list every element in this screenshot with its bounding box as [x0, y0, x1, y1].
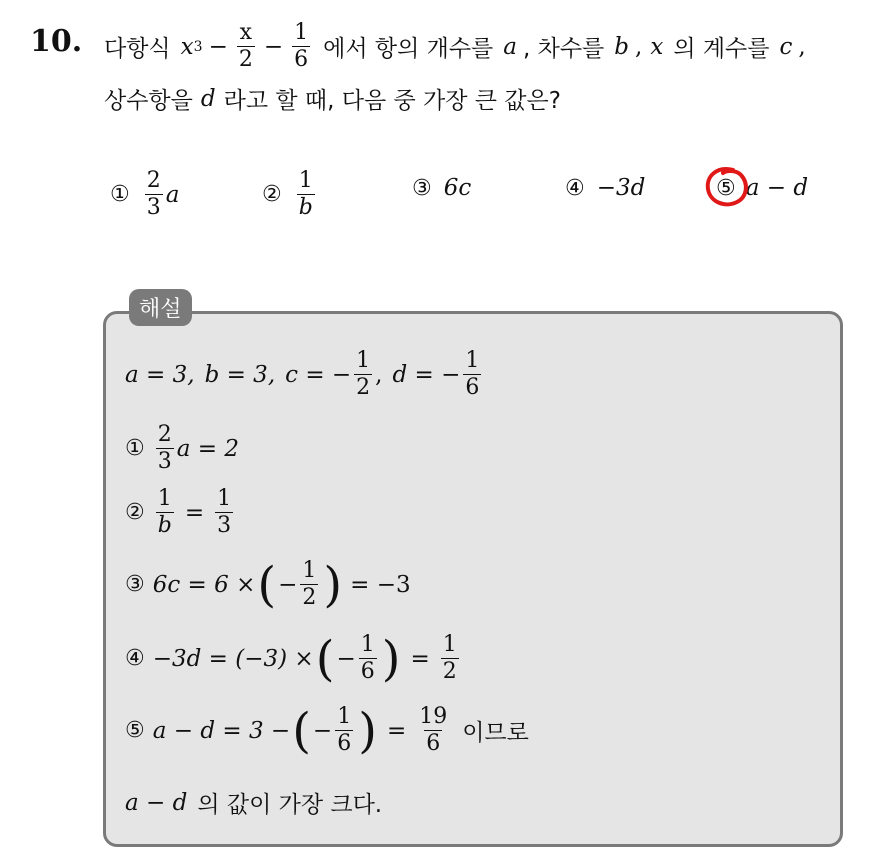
- sol-paren: ): [381, 630, 401, 687]
- answer-circle-mark: [703, 164, 751, 210]
- solution-line-6: [125, 702, 529, 759]
- sol-text: c = −: [285, 361, 352, 388]
- sol-frac: [300, 560, 318, 609]
- q-var: d: [200, 85, 216, 112]
- q-var: x: [180, 33, 194, 60]
- frac-den: 2: [442, 659, 457, 684]
- q-text: 상수항을: [104, 88, 193, 114]
- choice-4[interactable]: [565, 175, 645, 201]
- sol-paren: (: [292, 702, 311, 759]
- choice-mark: ①: [110, 182, 130, 207]
- choice-1[interactable]: [110, 170, 179, 219]
- q-frac-2: [292, 22, 310, 71]
- choice-frac: [145, 170, 163, 219]
- q-text: ,: [798, 33, 806, 60]
- question-line-2: [104, 82, 561, 115]
- sol-frac: [441, 634, 459, 683]
- q-var: b: [614, 33, 630, 60]
- q-text: 다항식: [104, 36, 171, 62]
- choice-expr: −3d: [596, 175, 646, 201]
- sol-frac: [359, 634, 377, 683]
- solution-line-2: [125, 424, 239, 473]
- choice-mark: ③: [412, 175, 432, 201]
- frac-den: 6: [465, 375, 480, 400]
- sol-frac: [215, 488, 233, 537]
- sol-text: 의 값이 가장 크다.: [197, 792, 383, 818]
- sol-frac: [417, 706, 449, 755]
- choice-2[interactable]: [262, 170, 318, 219]
- frac-num: 1: [217, 486, 232, 511]
- sol-frac: [463, 350, 481, 399]
- frac-num: 19: [419, 704, 448, 729]
- sol-mark: ②: [125, 500, 145, 525]
- frac-den: b: [157, 513, 172, 538]
- frac-den: b: [298, 195, 313, 220]
- sol-text: 6c = 6 ×: [152, 571, 256, 598]
- sol-paren: (: [257, 556, 277, 613]
- frac-num: 1: [298, 168, 313, 193]
- sol-frac: [156, 424, 174, 473]
- q-text: 에서 항의 개수를: [323, 36, 494, 62]
- frac-num: 1: [465, 348, 480, 373]
- solution-line-7: [125, 786, 382, 819]
- choice-mark: ④: [565, 175, 585, 201]
- frac-num: 1: [442, 632, 457, 657]
- sol-text: ,: [375, 361, 383, 388]
- frac-den: 3: [157, 449, 172, 474]
- sol-text: a − d = 3 −: [152, 717, 291, 744]
- q-frac-den: 2: [238, 47, 253, 72]
- frac-num: 1: [302, 558, 317, 583]
- frac-num: 1: [356, 348, 371, 373]
- sol-frac: [335, 706, 353, 755]
- q-exp: 3: [193, 38, 203, 55]
- choice-3[interactable]: [412, 175, 471, 201]
- q-var: x: [650, 33, 664, 60]
- q-op: −: [263, 33, 284, 60]
- sol-paren: ): [323, 556, 343, 613]
- frac-den: 3: [217, 513, 232, 538]
- frac-num: 1: [360, 632, 375, 657]
- question-number: 10.: [30, 24, 83, 59]
- sol-text: a − d: [125, 789, 188, 816]
- solution-line-3: [125, 488, 236, 537]
- sol-mark: ③: [125, 572, 145, 597]
- choice-expr: 6c: [443, 175, 472, 201]
- q-text: , 차수를: [523, 36, 605, 62]
- frac-num: 1: [337, 704, 352, 729]
- q-frac-1: [237, 22, 255, 71]
- sol-text: =: [410, 645, 430, 672]
- q-op: −: [208, 33, 228, 60]
- frac-den: 2: [356, 375, 371, 400]
- sol-paren: (: [315, 630, 335, 687]
- sol-mark: ①: [125, 436, 145, 461]
- q-text: 의 계수를: [673, 36, 770, 62]
- choice-var: a: [165, 181, 180, 208]
- choice-expr: a − d: [745, 175, 809, 201]
- solution-tag: 해설: [129, 289, 192, 326]
- frac-num: 2: [146, 168, 161, 193]
- q-var: c: [779, 33, 793, 60]
- choice-mark: ⑤: [716, 175, 736, 201]
- q-frac-den: 6: [294, 47, 309, 72]
- frac-den: 6: [426, 731, 441, 756]
- q-frac-num: x: [239, 20, 253, 45]
- sol-text: −: [278, 571, 298, 598]
- frac-den: 2: [302, 585, 317, 610]
- sol-text: =: [184, 499, 205, 526]
- sol-mark: ④: [125, 646, 145, 671]
- frac-den: 6: [337, 731, 352, 756]
- q-var: a: [503, 33, 517, 60]
- sol-text: −: [336, 645, 356, 672]
- sol-text: −: [312, 717, 333, 744]
- sol-text: 이므로: [462, 720, 529, 746]
- q-text: 라고 할 때, 다음 중 가장 큰 값은?: [223, 88, 561, 114]
- sol-mark: ⑤: [125, 718, 145, 743]
- sol-text: −3d = (−3) ×: [152, 645, 314, 672]
- sol-frac: [156, 488, 174, 537]
- sol-text: a = 2: [176, 435, 239, 462]
- solution-line-1: [125, 350, 484, 399]
- q-text: ,: [635, 33, 643, 60]
- question-line-1: [104, 22, 806, 71]
- solution-line-5: [125, 630, 462, 687]
- frac-num: 2: [157, 422, 172, 447]
- sol-text: = −3: [350, 571, 411, 598]
- sol-text: d = −: [392, 361, 461, 388]
- solution-line-4: [125, 556, 411, 613]
- choice-mark: ②: [262, 182, 282, 207]
- q-frac-num: 1: [294, 20, 309, 45]
- sol-frac: [354, 350, 372, 399]
- frac-den: 3: [146, 195, 161, 220]
- choice-frac: [297, 170, 315, 219]
- sol-text: a = 3,: [125, 361, 195, 388]
- frac-num: 1: [157, 486, 172, 511]
- sol-text: b = 3,: [204, 361, 276, 388]
- sol-text: =: [386, 717, 407, 744]
- frac-den: 6: [360, 659, 375, 684]
- sol-paren: ): [358, 702, 377, 759]
